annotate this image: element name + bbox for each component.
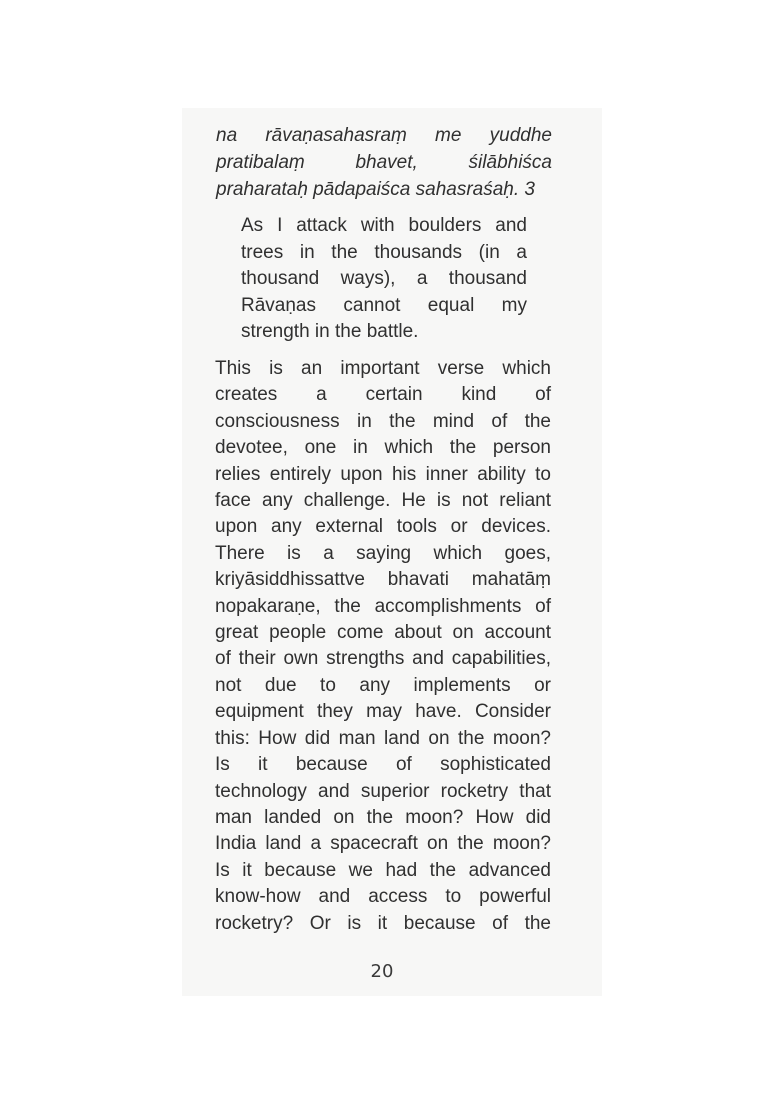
paragraph-line: not due to any implements or bbox=[215, 674, 551, 696]
verse-line: na rāvaṇasahasraṃ me yuddhe bbox=[216, 125, 552, 146]
translation-line: As I attack with boulders and bbox=[241, 215, 527, 236]
paragraph-line: relies entirely upon his inner ability to bbox=[215, 463, 551, 485]
translation-line: trees in the thousands (in a bbox=[241, 241, 527, 263]
paragraph-line: devotee, one in which the person bbox=[215, 437, 551, 459]
commentary-paragraph bbox=[215, 356, 551, 937]
paragraph-line: technology and superior rocketry that bbox=[215, 780, 551, 802]
paragraph-line: Is it because of sophisticated bbox=[215, 754, 551, 776]
paragraph-line: This is an important verse which bbox=[215, 358, 551, 379]
page-number: 20 bbox=[370, 961, 394, 982]
paragraph-line: know-how and access to powerful bbox=[215, 886, 551, 908]
paragraph-line: kriyāsiddhissattve bhavati mahatāṃ bbox=[215, 569, 551, 591]
sanskrit-verse bbox=[216, 122, 552, 203]
translation-line: Rāvaṇas cannot equal my bbox=[241, 294, 527, 316]
paragraph-line: face any challenge. He is not reliant bbox=[215, 490, 551, 512]
paragraph-line: nopakaraṇe, the accomplishments of bbox=[215, 595, 551, 617]
paragraph-line: creates a certain kind of bbox=[215, 384, 551, 406]
paragraph-line: man landed on the moon? How did bbox=[215, 806, 551, 828]
verse-line: praharataḥ pādapaiśca sahasraśaḥ. 3 bbox=[216, 179, 536, 200]
translation-line: thousand ways), a thousand bbox=[241, 268, 527, 290]
paragraph-line: rocketry? Or is it because of the bbox=[215, 912, 551, 934]
translation-line: strength in the battle. bbox=[241, 321, 419, 343]
paragraph-line: equipment they may have. Consider bbox=[215, 701, 551, 723]
paragraph-line: of their own strengths and capabilities, bbox=[215, 648, 551, 670]
paragraph-line: Is it because we had the advanced bbox=[215, 859, 551, 881]
paragraph-line: great people come about on account bbox=[215, 622, 551, 644]
paragraph-line: upon any external tools or devices. bbox=[215, 516, 551, 538]
paragraph-line: India land a spacecraft on the moon? bbox=[215, 833, 551, 855]
paragraph-line: There is a saying which goes, bbox=[215, 542, 551, 564]
paragraph-line: this: How did man land on the moon? bbox=[215, 727, 551, 749]
verse-translation bbox=[241, 213, 527, 346]
verse-line: pratibalaṃ bhavet, śilābhiśca bbox=[216, 152, 552, 173]
paragraph-line: consciousness in the mind of the bbox=[215, 410, 551, 432]
